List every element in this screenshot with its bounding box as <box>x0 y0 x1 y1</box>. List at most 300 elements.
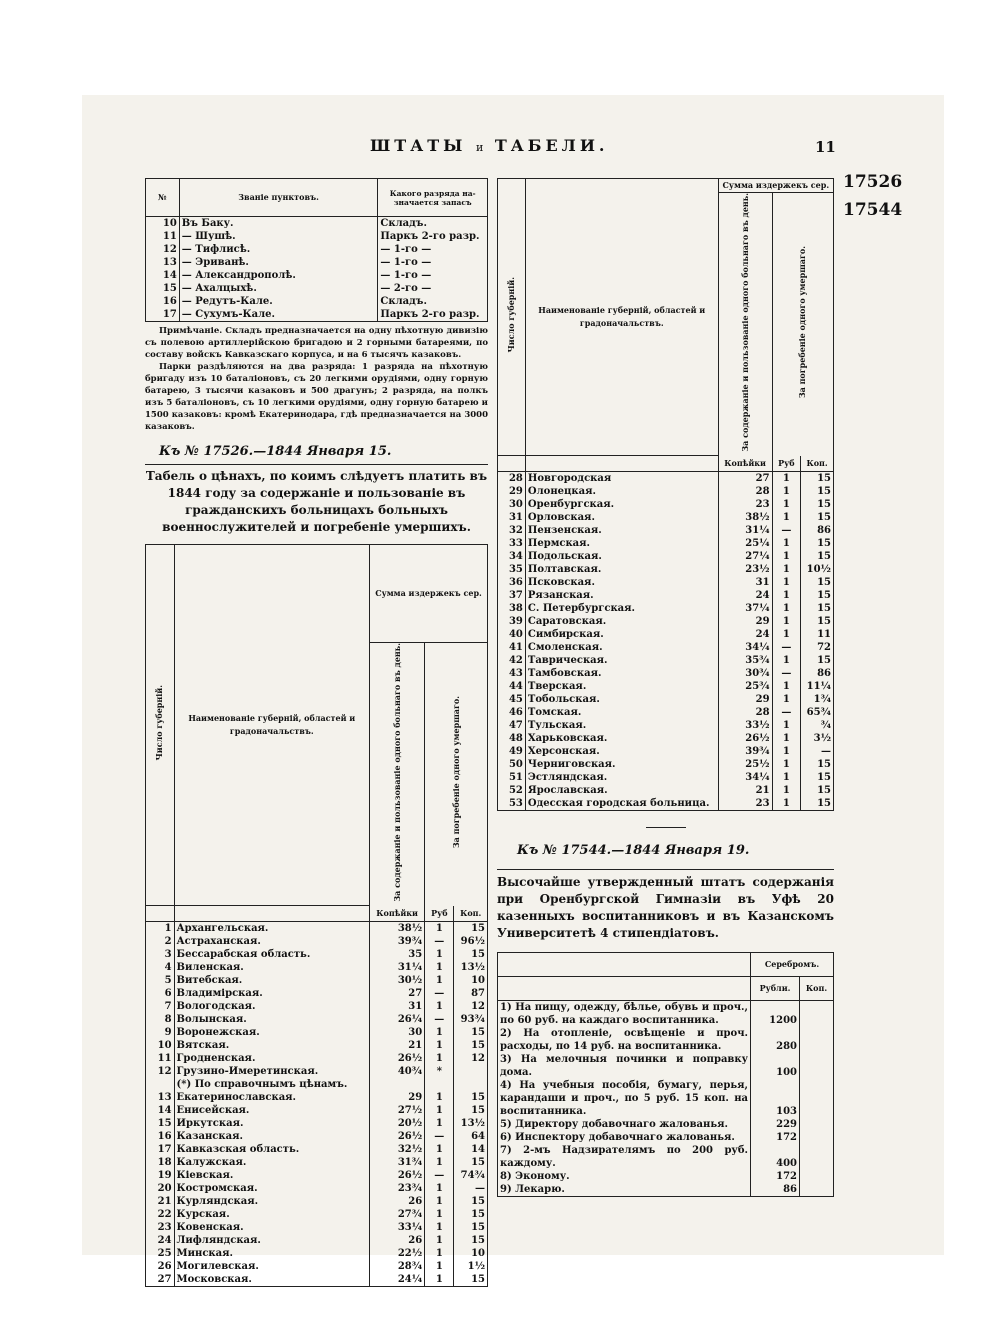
burial-kopecks: 15 <box>817 616 831 628</box>
row-number: 10 <box>146 217 180 231</box>
expense-item: 8) Эконому. <box>498 1170 751 1183</box>
th-burial: За погребеніе одного умершаго. <box>450 696 461 849</box>
expense-rubles: 172 <box>751 1131 800 1144</box>
burial-kopecks: 15 <box>471 1222 485 1234</box>
burial-rubles: 1 <box>425 1195 454 1208</box>
table-row <box>498 485 834 498</box>
row-number: 7 <box>146 1000 175 1013</box>
expense-rubles: 400 <box>751 1144 800 1170</box>
province-name: Бессарабская область. <box>174 948 370 961</box>
keep-cost: 29 <box>718 693 772 706</box>
burial-kopecks <box>454 1065 488 1078</box>
burial-kopecks: 10 <box>471 1248 485 1260</box>
burial-kopecks: 1¾ <box>813 694 831 706</box>
burial-rubles: 1 <box>425 1182 454 1195</box>
keep-cost: 25¾ <box>718 680 772 693</box>
burial-rubles: 1 <box>772 602 801 615</box>
row-number: 14 <box>146 1104 175 1117</box>
keep-cost: 22½ <box>370 1247 425 1260</box>
burial-rubles: 1 <box>772 745 801 758</box>
expense-rubles: 1200 <box>751 1001 800 1028</box>
table-row <box>498 615 834 628</box>
burial-rubles: 1 <box>772 693 801 706</box>
province-name: Томская. <box>525 706 718 719</box>
province-name: Рязанская. <box>525 589 718 602</box>
table-row <box>498 1170 834 1183</box>
burial-rubles: — <box>772 667 801 680</box>
keep-cost: 27¾ <box>370 1208 425 1221</box>
point-name: — Александрополѣ. <box>179 269 378 282</box>
row-number: 21 <box>146 1195 175 1208</box>
table-row <box>146 1026 488 1039</box>
province-name: Тульская. <box>525 719 718 732</box>
province-name: Новгородская <box>525 472 718 486</box>
burial-rubles: — <box>772 706 801 719</box>
table-row <box>498 589 834 602</box>
province-name: Смоленская. <box>525 641 718 654</box>
table-row <box>498 706 834 719</box>
table-row <box>498 784 834 797</box>
table-row <box>146 1247 488 1260</box>
keep-cost: 30½ <box>370 974 425 987</box>
burial-kopecks: 14 <box>471 1144 485 1156</box>
burial-rubles: 1 <box>425 1117 454 1130</box>
burial-kopecks: 64 <box>471 1131 485 1143</box>
row-number: 9 <box>146 1026 175 1039</box>
row-number: 51 <box>498 771 526 784</box>
burial-kopecks: 86 <box>817 525 831 537</box>
point-category: — 1-го — <box>380 270 432 281</box>
burial-rubles: 1 <box>772 511 801 524</box>
burial-kopecks: — <box>821 746 831 758</box>
burial-kopecks: 15 <box>817 772 831 784</box>
province-name: Виленская. <box>174 961 370 974</box>
table-row <box>146 974 488 987</box>
table-row <box>498 1118 834 1131</box>
keep-cost: 35¾ <box>718 654 772 667</box>
row-number: 1 <box>146 922 175 936</box>
burial-rubles: 1 <box>772 550 801 563</box>
th-count: Число губерній. <box>154 685 165 761</box>
expense-item: 2) На отопленіе, освѣщеніе и проч. расходы, по 14 руб. на воспитанника. <box>498 1027 751 1053</box>
keep-cost: 26 <box>370 1195 425 1208</box>
province-name: Тобольская. <box>525 693 718 706</box>
keep-cost: 21 <box>718 784 772 797</box>
province-name: Могилевская. <box>174 1260 370 1273</box>
burial-rubles: * <box>425 1065 454 1078</box>
row-number: 11 <box>146 230 180 243</box>
province-name: Оренбургская. <box>525 498 718 511</box>
keep-cost: 34¼ <box>718 771 772 784</box>
row-number: 3 <box>146 948 175 961</box>
province-name: Тамбовская. <box>525 667 718 680</box>
expense-kopecks <box>800 1027 834 1053</box>
row-number: 34 <box>498 550 526 563</box>
row-number: 8 <box>146 1013 175 1026</box>
table-row <box>146 1182 488 1195</box>
staff-title: Высочайше утвержденный штатъ содержанія при Оренбургской Гимназіи въ Уфѣ 20 казенныхъ воспитанниковъ и въ Казанскомъ Университетѣ 4 стипендіатовъ. <box>497 875 834 941</box>
row-number: 33 <box>498 537 526 550</box>
table-row <box>146 1221 488 1234</box>
burial-kopecks: ¾ <box>820 720 831 732</box>
burial-kopecks: 15 <box>817 590 831 602</box>
burial-rubles: 1 <box>425 1156 454 1169</box>
burial-rubles: 1 <box>425 1091 454 1104</box>
province-name: Черниговская. <box>525 758 718 771</box>
row-number: 36 <box>498 576 526 589</box>
row-number: 12 <box>146 1065 175 1078</box>
province-name: Псковская. <box>525 576 718 589</box>
point-category: Складъ. <box>380 218 427 229</box>
expense-kopecks <box>800 1183 834 1197</box>
row-number: 16 <box>146 295 180 308</box>
keep-cost: 38½ <box>718 511 772 524</box>
row-number: 10 <box>146 1039 175 1052</box>
keep-cost: 21 <box>370 1039 425 1052</box>
burial-rubles: 1 <box>772 784 801 797</box>
table-row <box>498 771 834 784</box>
row-number: 15 <box>146 282 180 295</box>
expense-rubles: 100 <box>751 1053 800 1079</box>
keep-cost: 20½ <box>370 1117 425 1130</box>
keep-cost: 23½ <box>718 563 772 576</box>
keep-cost: 26¼ <box>370 1013 425 1026</box>
row-number: 42 <box>498 654 526 667</box>
table-row <box>146 1039 488 1052</box>
province-name: Гродненская. <box>174 1052 370 1065</box>
note-2: Парки раздѣляются на два разряда: 1 разряда на пѣхотную бригаду изъ 10 баталіоновъ, съ 20 легкими орудіями, одну горную батарею, 3 тысячи казаковъ и 500 драгунъ; 2 разряда, на полкъ изъ 5 баталіоновъ, съ 10 легкими орудіями, одну горную батарею и 1500 казаковъ: кромѣ Екатеринодара, гдѣ предназначается на 3000 казаковъ. <box>145 362 488 432</box>
table-row <box>498 667 834 680</box>
burial-kopecks: 15 <box>471 1105 485 1117</box>
row-number: 40 <box>498 628 526 641</box>
table-row <box>146 948 488 961</box>
expense-kopecks <box>800 1001 834 1028</box>
burial-kopecks: 15 <box>817 577 831 589</box>
table-row <box>146 282 488 295</box>
burial-kopecks: 15 <box>471 1157 485 1169</box>
burial-kopecks: 1½ <box>467 1261 485 1273</box>
burial-kopecks: 87 <box>471 988 485 1000</box>
point-name: — Шушѣ. <box>179 230 378 243</box>
th-rubles: Рубли. <box>751 977 800 1001</box>
province-name: Ярославская. <box>525 784 718 797</box>
burial-rubles: 1 <box>425 1104 454 1117</box>
keep-cost: 25½ <box>718 758 772 771</box>
expense-kopecks <box>800 1053 834 1079</box>
expense-item: 1) На пищу, одежду, бѣлье, обувь и проч., по 60 руб. на каждаго воспитанника. <box>498 1001 751 1028</box>
keep-cost: 27½ <box>370 1104 425 1117</box>
divider-2 <box>497 869 834 870</box>
burial-kopecks: 86 <box>817 668 831 680</box>
burial-kopecks: 15 <box>817 538 831 550</box>
province-name: Курляндская. <box>174 1195 370 1208</box>
province-name: Вологодская. <box>174 1000 370 1013</box>
th-name: Званіе пунктовъ. <box>179 179 378 217</box>
keep-cost: 27 <box>718 472 772 486</box>
keep-cost: 31¼ <box>370 961 425 974</box>
page-number: 11 <box>815 138 836 156</box>
table-row <box>498 537 834 550</box>
burial-kopecks: 15 <box>471 949 485 961</box>
table-tariff-left <box>145 544 488 1287</box>
tariff-title: Табель о цѣнахъ, по коимъ слѣдуетъ платить въ 1844 году за содержаніе и пользованіе въ гражданскихъ больницахъ больныхъ военнослужителей и погребеніе умершихъ. <box>145 469 488 534</box>
burial-kopecks: 15 <box>471 923 485 935</box>
burial-kopecks: 65¾ <box>806 707 831 719</box>
expense-rubles: 280 <box>751 1027 800 1053</box>
keep-cost: 31 <box>370 1000 425 1013</box>
row-number: 15 <box>146 1117 175 1130</box>
right-column <box>497 178 834 1197</box>
th-category: Какого разряда на- значается запасъ <box>378 179 488 217</box>
province-name: Олонецкая. <box>525 485 718 498</box>
row-number: 30 <box>498 498 526 511</box>
table-row <box>146 269 488 282</box>
keep-cost: 37¼ <box>718 602 772 615</box>
province-name: Калужская. <box>174 1156 370 1169</box>
row-number: 13 <box>146 1091 175 1104</box>
table-row <box>146 1078 488 1091</box>
province-name: Полтавская. <box>525 563 718 576</box>
table-row <box>146 256 488 269</box>
keep-cost: 39¾ <box>370 935 425 948</box>
keep-cost: 34¼ <box>718 641 772 654</box>
table-row <box>146 1234 488 1247</box>
keep-cost: 33½ <box>718 719 772 732</box>
reference-17544: Къ № 17544.—1844 Января 19. <box>517 843 750 859</box>
keep-cost: 31 <box>718 576 772 589</box>
keep-cost: 24¼ <box>370 1273 425 1287</box>
burial-kopecks: 15 <box>817 473 831 485</box>
keep-cost: 26½ <box>718 732 772 745</box>
row-number: 26 <box>146 1260 175 1273</box>
th-silver: Серебромъ. <box>751 953 834 977</box>
burial-rubles: 1 <box>425 1260 454 1273</box>
province-name: Московская. <box>174 1273 370 1287</box>
burial-rubles: 1 <box>425 922 454 936</box>
header-title-mid: и <box>475 141 486 154</box>
province-name: Орловская. <box>525 511 718 524</box>
burial-rubles: — <box>425 935 454 948</box>
expense-kopecks <box>800 1144 834 1170</box>
burial-kopecks: 13½ <box>460 1118 485 1130</box>
table-tariff-right <box>497 178 834 811</box>
row-number: 31 <box>498 511 526 524</box>
burial-rubles: 1 <box>772 537 801 550</box>
burial-rubles: 1 <box>425 1273 454 1287</box>
point-category: Складъ. <box>380 296 427 307</box>
keep-cost: 40¾ <box>370 1065 425 1078</box>
province-name: Херсонская. <box>525 745 718 758</box>
table-row <box>498 472 834 486</box>
point-name: Въ Баку. <box>179 217 378 231</box>
th-rub: Руб <box>425 906 454 922</box>
table-row <box>498 563 834 576</box>
table-row <box>498 576 834 589</box>
province-name: Волынская. <box>174 1013 370 1026</box>
table-row <box>498 680 834 693</box>
table-row <box>498 1053 834 1079</box>
keep-cost: 25¼ <box>718 537 772 550</box>
keep-cost: 29 <box>370 1091 425 1104</box>
th-sum-r: Сумма издержекъ сер. <box>718 179 833 193</box>
table-row <box>498 498 834 511</box>
table-row <box>146 1208 488 1221</box>
burial-rubles: 1 <box>772 758 801 771</box>
burial-kopecks: 15 <box>817 655 831 667</box>
burial-rubles: 1 <box>425 1234 454 1247</box>
row-number: 4 <box>146 961 175 974</box>
th-province: Наименованіе губерній, областей и градоначальствъ. <box>174 545 370 906</box>
burial-rubles: 1 <box>772 628 801 641</box>
th-kop2-r: Коп. <box>801 456 834 472</box>
expense-item: 4) На учебныя пособія, бумагу, перья, карандаши и проч., по 5 руб. 15 коп. на воспитанника. <box>498 1079 751 1118</box>
row-number: 45 <box>498 693 526 706</box>
burial-rubles: 1 <box>425 1039 454 1052</box>
burial-rubles: 1 <box>772 615 801 628</box>
table-row <box>146 1091 488 1104</box>
province-name: Казанская. <box>174 1130 370 1143</box>
row-number: 16 <box>146 1130 175 1143</box>
burial-kopecks: 11 <box>817 629 831 641</box>
keep-cost: 27 <box>370 987 425 1000</box>
burial-kopecks: 15 <box>817 512 831 524</box>
burial-rubles: 1 <box>772 771 801 784</box>
table-row <box>146 1065 488 1078</box>
table-row <box>146 987 488 1000</box>
row-number: 47 <box>498 719 526 732</box>
table-row <box>146 217 488 231</box>
province-name: Симбирская. <box>525 628 718 641</box>
province-name: Лифляндская. <box>174 1234 370 1247</box>
burial-rubles: 1 <box>772 563 801 576</box>
row-number: 6 <box>146 987 175 1000</box>
row-number: 12 <box>146 243 180 256</box>
th-kop2: Коп. <box>454 906 488 922</box>
keep-cost: 31¾ <box>370 1156 425 1169</box>
burial-kopecks: 15 <box>817 759 831 771</box>
row-number: 24 <box>146 1234 175 1247</box>
burial-rubles: — <box>772 641 801 654</box>
burial-kopecks: 10½ <box>806 564 831 576</box>
row-number: 19 <box>146 1169 175 1182</box>
keep-cost: 28¾ <box>370 1260 425 1273</box>
burial-kopecks: 74¾ <box>460 1170 485 1182</box>
point-name: — Эриванѣ. <box>179 256 378 269</box>
row-number: 48 <box>498 732 526 745</box>
burial-kopecks: 15 <box>471 1235 485 1247</box>
keep-cost: 29 <box>718 615 772 628</box>
th-sum: Сумма издержекъ сер. <box>370 545 488 643</box>
expense-item: 7) 2-мъ Надзирателямъ по 200 руб. каждому. <box>498 1144 751 1170</box>
table-row <box>146 1195 488 1208</box>
keep-cost: 28 <box>718 706 772 719</box>
burial-rubles: 1 <box>425 1143 454 1156</box>
short-rule <box>646 827 686 828</box>
burial-kopecks: 96½ <box>460 936 485 948</box>
table-row <box>146 1052 488 1065</box>
row-number: 50 <box>498 758 526 771</box>
expense-item: 5) Директору добавочнаго жалованья. <box>498 1118 751 1131</box>
burial-kopecks: — <box>475 1183 485 1195</box>
province-name: Харьковская. <box>525 732 718 745</box>
burial-kopecks: 72 <box>817 642 831 654</box>
burial-rubles: 1 <box>772 589 801 602</box>
burial-rubles: — <box>772 524 801 537</box>
table-row <box>498 628 834 641</box>
table-row <box>146 1273 488 1287</box>
keep-cost: 24 <box>718 589 772 602</box>
burial-kopecks: 11¼ <box>806 681 831 693</box>
table-row <box>498 524 834 537</box>
burial-rubles: 1 <box>425 1052 454 1065</box>
point-name: — Сухумъ-Кале. <box>179 308 378 322</box>
table-row <box>146 1117 488 1130</box>
row-number: 5 <box>146 974 175 987</box>
burial-rubles: 1 <box>425 1026 454 1039</box>
row-number: 29 <box>498 485 526 498</box>
row-number: 35 <box>498 563 526 576</box>
burial-kopecks: 15 <box>471 1040 485 1052</box>
province-name: Астраханская. <box>174 935 370 948</box>
row-number: 43 <box>498 667 526 680</box>
province-name: Воронежская. <box>174 1026 370 1039</box>
keep-cost <box>370 1078 425 1091</box>
table-row <box>146 922 488 936</box>
province-name: Одесская городская больница. <box>525 797 718 811</box>
burial-kopecks: 15 <box>817 785 831 797</box>
burial-rubles: 1 <box>425 961 454 974</box>
row-number: 25 <box>146 1247 175 1260</box>
burial-rubles: 1 <box>772 719 801 732</box>
burial-rubles: 1 <box>772 680 801 693</box>
province-name: С. Петербургская. <box>525 602 718 615</box>
row-number: 41 <box>498 641 526 654</box>
table-row <box>498 693 834 706</box>
burial-rubles: 1 <box>772 576 801 589</box>
row-number: 23 <box>146 1221 175 1234</box>
province-name: Саратовская. <box>525 615 718 628</box>
burial-rubles: 1 <box>425 1000 454 1013</box>
table-row <box>146 1013 488 1026</box>
province-name: Пензенская. <box>525 524 718 537</box>
th-burial-r: За погребеніе одного умершаго. <box>797 246 808 399</box>
province-name: Кіевская. <box>174 1169 370 1182</box>
table-row <box>498 1144 834 1170</box>
left-column <box>145 178 488 1287</box>
side-ref-2: 17544 <box>843 200 903 220</box>
burial-kopecks <box>454 1078 488 1091</box>
th-rub-r: Руб <box>772 456 801 472</box>
side-ref-1: 17526 <box>843 172 903 192</box>
divider <box>145 464 488 465</box>
table-row <box>146 1130 488 1143</box>
burial-rubles: 1 <box>772 498 801 511</box>
point-category: — 2-го — <box>380 283 432 294</box>
keep-cost: 33¼ <box>370 1221 425 1234</box>
province-name: Иркутская. <box>174 1117 370 1130</box>
table-row <box>146 1156 488 1169</box>
keep-cost: 26½ <box>370 1130 425 1143</box>
row-number: 32 <box>498 524 526 537</box>
header-title-b: ТАБЕЛИ. <box>494 136 609 155</box>
burial-rubles: 1 <box>425 974 454 987</box>
table-row <box>498 1183 834 1197</box>
burial-kopecks: 15 <box>471 1027 485 1039</box>
row-number: 53 <box>498 797 526 811</box>
province-name: Вятская. <box>174 1039 370 1052</box>
province-name: Владимірская. <box>174 987 370 1000</box>
province-name: Грузино-Имеретинская. <box>174 1065 370 1078</box>
